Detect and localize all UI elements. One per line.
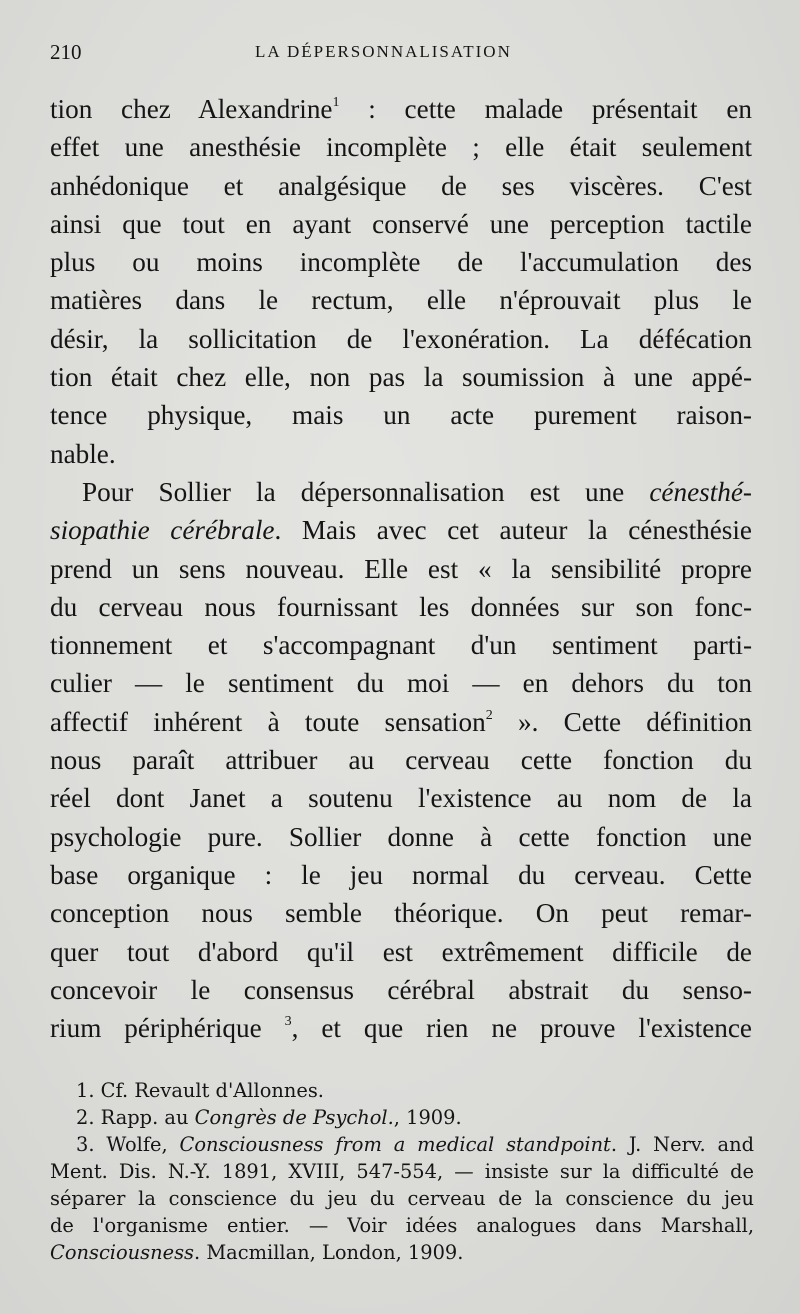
running-head (50, 40, 752, 70)
body-line: réel dont Janet a soutenu l'existence au nom de la (50, 783, 752, 814)
footnote-2: 2. Rapp. au Congrès de Psychol., 1909. (76, 1106, 462, 1129)
body-line: concevoir le consensus cérébral abstrait du senso- (50, 974, 752, 1005)
body-line: affectif inhérent à toute sensation$^2$ ». Cette définition (50, 706, 752, 737)
footnote-ref: 3 (284, 1014, 292, 1030)
body-line: Pour Sollier la dépersonnalisation est une cénesthé- (82, 476, 752, 507)
body-line: rium périphérique $^3$, et que rien ne prouve l'existence (50, 1013, 752, 1044)
body-line: désir, la sollicitation de l'exonération. La défécation (50, 323, 752, 354)
footnote-ref: 1 (332, 94, 340, 110)
body-line: prend un sens nouveau. Elle est « la sensibilité propre (50, 553, 752, 584)
body-line: tence physique, mais un acte purement raison- (50, 400, 752, 431)
body-line: tionnement et s'accompagnant d'un sentiment parti- (50, 630, 752, 661)
body-line: anhédonique et analgésique de ses viscères. C'est (50, 170, 752, 201)
footnotes (50, 1077, 754, 1266)
body-line: nous paraît attribuer au cerveau cette fonction du (50, 745, 752, 776)
footnote-3-line: de l'organisme entier. — Voir idées analogues dans Marshall, (50, 1214, 754, 1237)
body-line: ainsi que tout en ayant conservé une perception tactile (50, 208, 752, 239)
footnote-3-line: Consciousness. Macmillan, London, 1909. (50, 1241, 464, 1264)
footnote-ref: 2 (485, 707, 493, 723)
body-line: base organique : le jeu normal du cerveau. Cette (50, 859, 752, 890)
footnote-3-line: Ment. Dis. N.-Y. 1891, XVIII, 547-554, — insiste sur la difficulté de (50, 1160, 754, 1183)
footnote-3: 3. Wolfe, Consciousness from a medical standpoint. J. Nerv. and (76, 1133, 754, 1156)
body-line: du cerveau nous fournissant les données sur son fonc- (50, 591, 752, 622)
footnote-1: 1. Cf. Revault d'Allonnes. (76, 1079, 324, 1102)
running-title: LA DÉPERSONNALISATION (255, 42, 512, 61)
body-line: quer tout d'abord qu'il est extrêmement difficile de (50, 936, 752, 967)
body-line: matières dans le rectum, elle n'éprouvait plus le (50, 285, 752, 316)
body-line: culier — le sentiment du moi — en dehors du ton (50, 668, 752, 699)
body-line: siopathie cérébrale. Mais avec cet auteur la cénesthésie (50, 515, 752, 546)
body-line: nable. (50, 438, 116, 469)
body-line: plus ou moins incomplète de l'accumulation des (50, 247, 752, 278)
body-line: conception nous semble théorique. On peut remar- (50, 898, 752, 929)
page-number: 210 (50, 40, 82, 64)
body-line: effet une anesthésie incomplète ; elle était seulement (50, 132, 752, 163)
footnote-3-line: séparer la conscience du jeu du cerveau de la conscience du jeu (50, 1187, 754, 1210)
body-line: tion chez Alexandrine$^1$ : cette malade présentait en (50, 94, 752, 124)
body-line: psychologie pure. Sollier donne à cette fonction une (50, 821, 752, 852)
body-text (50, 90, 752, 1047)
body-line: tion était chez elle, non pas la soumission à une appé- (50, 362, 752, 393)
